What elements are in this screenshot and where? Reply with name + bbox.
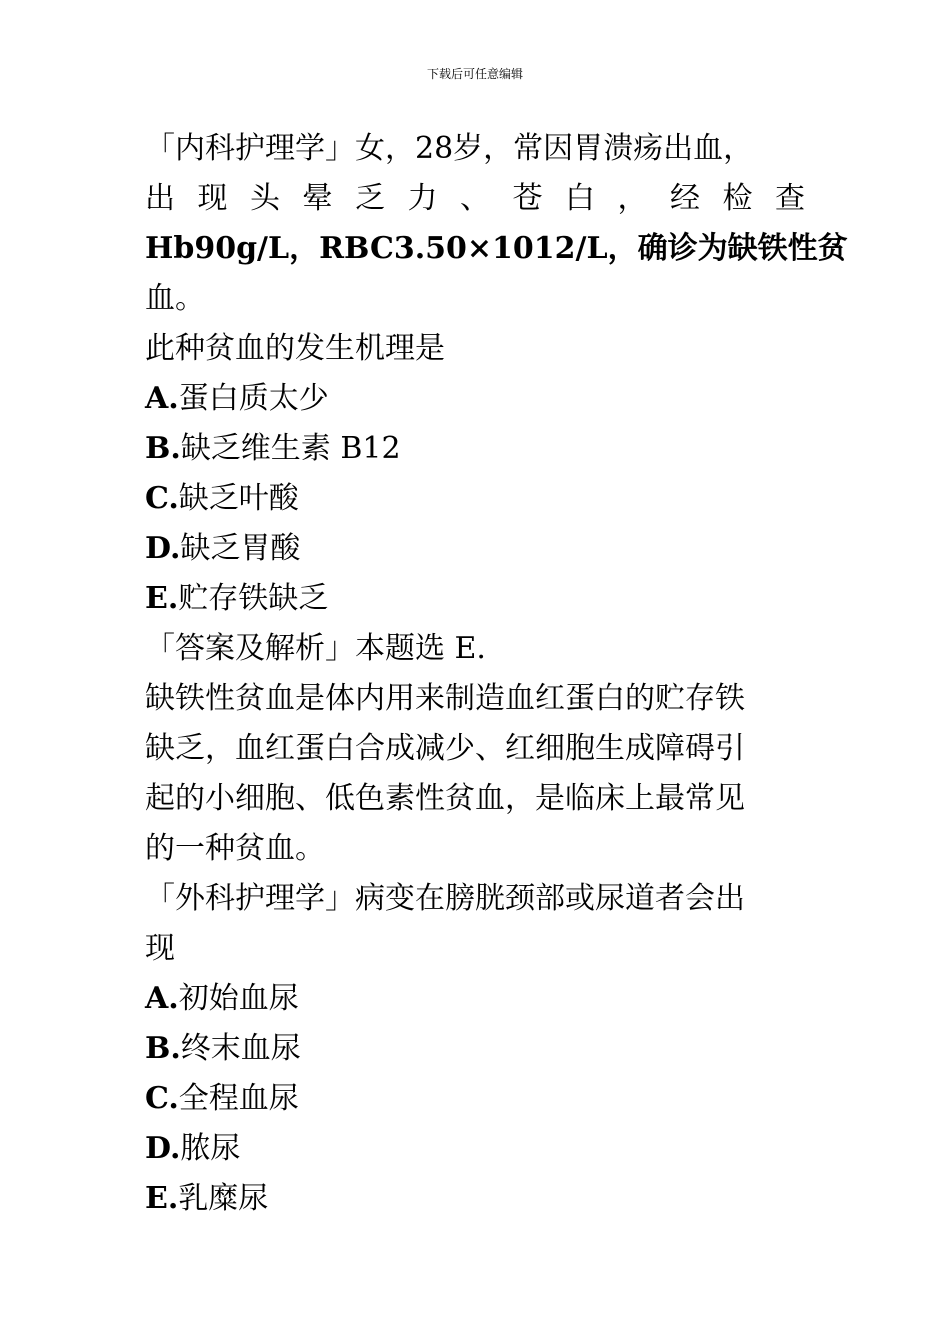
q1-explanation xyxy=(145,674,805,874)
q1-line-2-char: 现 xyxy=(197,181,228,216)
q1-line-2-char: 出 xyxy=(145,181,175,216)
q2-option-c: C.全程血尿 xyxy=(145,1081,299,1116)
q2-option-d: D.脓尿 xyxy=(145,1131,241,1166)
q2-option-e: E.乳糜尿 xyxy=(145,1181,269,1216)
q1-line-3: Hb90g/L，RBC3.50×1012/L，确诊为缺铁性贫 xyxy=(145,231,848,266)
q1-line-1: 「内科护理学」女，28岁，常因胃溃疡出血， xyxy=(145,131,754,166)
q1-line-2-char: 苍 xyxy=(512,181,543,216)
q1-explanation-line: 起的小细胞、低色素性贫血，是临床上最常见 xyxy=(145,781,745,816)
q1-option-c: C.缺乏叶酸 xyxy=(145,481,299,516)
q1-explanation-line: 的一种贫血。 xyxy=(145,831,325,866)
q2-options xyxy=(145,974,805,1224)
q1-option-d: D.缺乏胃酸 xyxy=(145,531,301,566)
q1-options xyxy=(145,374,805,624)
q1-line-2-char: 经 xyxy=(670,181,700,216)
q2-line-1: 「外科护理学」病变在膀胱颈部或尿道者会出 xyxy=(145,881,745,916)
q1-line-2-char: 乏 xyxy=(355,181,385,216)
q2-line-2: 现 xyxy=(145,931,175,966)
q1-option-e: E.贮存铁缺乏 xyxy=(145,581,329,616)
q1-answer: 「答案及解析」本题选 E. xyxy=(145,631,486,666)
q1-line-2-char: 检 xyxy=(722,181,753,216)
q1-explanation-line: 缺铁性贫血是体内用来制造血红蛋白的贮存铁 xyxy=(145,681,745,716)
q1-stem: 此种贫血的发生机理是 xyxy=(145,331,445,366)
q1-line-4: 血。 xyxy=(145,281,205,316)
q1-line-2 xyxy=(145,174,805,224)
q1-explanation-line: 缺乏，血红蛋白合成减少、红细胞生成障碍引 xyxy=(145,731,745,766)
q2-option-a: A.初始血尿 xyxy=(145,981,299,1016)
q1-line-2-char: 查 xyxy=(775,181,805,216)
q1-line-2-char: ， xyxy=(617,181,648,216)
q1-option-a: A.蛋白质太少 xyxy=(145,381,329,416)
q1-line-2-char: 晕 xyxy=(302,181,333,216)
page-header: 下载后可任意编辑 xyxy=(426,67,523,81)
q1-option-b: B.缺乏维生素 B12 xyxy=(145,431,401,466)
q1-line-2-char: 、 xyxy=(460,181,490,216)
q1-line-2-char: 白 xyxy=(565,181,595,216)
q2-option-b: B.终末血尿 xyxy=(145,1031,301,1066)
document-body xyxy=(145,124,848,1224)
q1-line-2-char: 头 xyxy=(250,181,280,216)
q1-line-2-char: 力 xyxy=(407,181,438,216)
